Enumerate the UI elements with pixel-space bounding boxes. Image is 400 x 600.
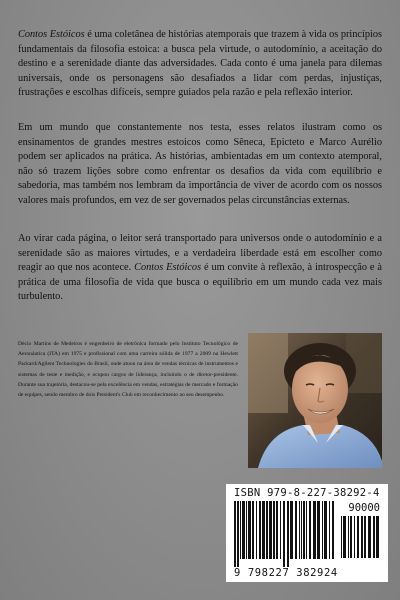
barcode-bar: [317, 501, 320, 559]
barcode-bar: [343, 516, 346, 558]
barcode-bar: [376, 516, 379, 558]
barcode-bar: [269, 501, 272, 559]
barcode-bar: [301, 501, 302, 559]
barcode-bar: [252, 501, 254, 559]
barcode-bar: [295, 501, 297, 559]
barcode-bar: [276, 501, 278, 559]
ean13-bars: [234, 501, 336, 567]
synopsis-text: é uma coletânea de histórias atemporais que trazem à vida os princípios fundamentais da filosofia estoica: a busca pela virtude, o autodomínio, a aceitação do destino e a serenidade diante das adversidades. Cada conto é uma janela para dilemas universais, onde os personagens são desafiados a lidar com perdas, injustiças, frustrações e escolhas difíceis, sempre guiados pela razão e pela reflexão interior.: [18, 29, 383, 99]
isbn-barcode: [226, 484, 388, 582]
barcode-bar: [373, 516, 375, 558]
barcode-bar: [299, 501, 300, 559]
barcode-bar: [259, 501, 261, 559]
synopsis-text: Ao virar cada página, o leitor será transportado para universos onde o autodomínio e a serenidade são as maiores virtudes, e a verdadeira liberdade está em escolher como reagir ao que nos acontece.: [18, 233, 382, 274]
barcode-bar: [303, 501, 305, 559]
barcode-bar: [290, 501, 293, 559]
barcode-bar: [240, 501, 241, 559]
barcode-bar: [324, 501, 327, 559]
barcode-bar: [246, 501, 247, 559]
barcode-bar: [322, 501, 323, 559]
barcode-bar: [306, 501, 307, 559]
barcode-bar: [313, 501, 316, 559]
barcode-bar: [262, 501, 265, 559]
barcode-bar: [242, 501, 245, 559]
price-code: 90000: [348, 502, 380, 514]
synopsis-text: é um convite à reflexão, à introspecção e à prática de uma filosofia de vida que busca o equilíbrio em um mundo cada vez mais turbulento.: [18, 262, 382, 303]
barcode-bar: [341, 516, 342, 558]
author-bio: Décio Martins de Medeiros é engenheiro de eletrônica formado pelo Instituto Tecnológico de Aeronáutica (ITA) em 1975 e profissional com uma carreira sólida de 1977 a 2009 na Hewlett Packard/Agilent Technologies do Brasil, onde atuou na área de vendas técnicas de instrumentos e sistemas de teste e medição, e ocupou cargos de liderança, incluindo o de diretor-presidente. Durante sua trajetória, destacou-se pela excelência em vendas, estratégias de mercado e formação de equipes, sendo membro de dois President's Club em reconhecimento ao seu desempenho.: [18, 341, 238, 399]
barcode-bar: [329, 501, 330, 559]
barcode-bar: [256, 501, 257, 559]
barcode-bar: [332, 501, 334, 559]
barcode-bar: [234, 501, 236, 567]
barcode-bar: [357, 516, 359, 558]
synopsis-paragraph-2: Em um mundo que constantemente nos testa, esses relatos ilustram como os ensinamentos de grandes mestres estoicos como Sêneca, Epicteto e Marco Aurélio podem ser aplicados na prática. As histórias, ambientadas em um contexto atemporal, não só trazem lições sobre como enfrentar os desafios da vida com equilíbrio e sabedoria, mas também nos lembram da importância de viver de acordo com os nossos valores mais profundos, em vez de ser governados pelas circunstâncias externas.: [18, 122, 382, 206]
barcode-bar: [364, 516, 366, 558]
barcode-bar: [283, 501, 285, 567]
barcode-bar: [309, 501, 311, 559]
barcode-bar: [350, 516, 352, 558]
barcode-bar: [361, 516, 363, 558]
barcode-bar: [273, 501, 275, 559]
addon-bars: [341, 516, 381, 566]
synopsis-paragraph-3: [18, 232, 382, 305]
book-title-italic: Contos Estóicos: [18, 29, 85, 40]
author-photo: [248, 333, 382, 468]
barcode-bar: [348, 516, 349, 558]
isbn-label: ISBN 979-8-227-38292-4: [234, 487, 380, 499]
barcode-bar: [354, 516, 355, 558]
book-title-italic: Contos Estóicos: [134, 262, 202, 274]
barcode-bar: [248, 501, 251, 559]
barcode-bar: [237, 501, 239, 567]
barcode-bar: [368, 516, 371, 558]
barcode-bar: [266, 501, 268, 559]
barcode-bar: [280, 501, 281, 559]
barcode-bar: [287, 501, 289, 567]
barcode-digits: 9 798227 382924: [234, 567, 338, 579]
synopsis-paragraph-1: [18, 28, 382, 101]
